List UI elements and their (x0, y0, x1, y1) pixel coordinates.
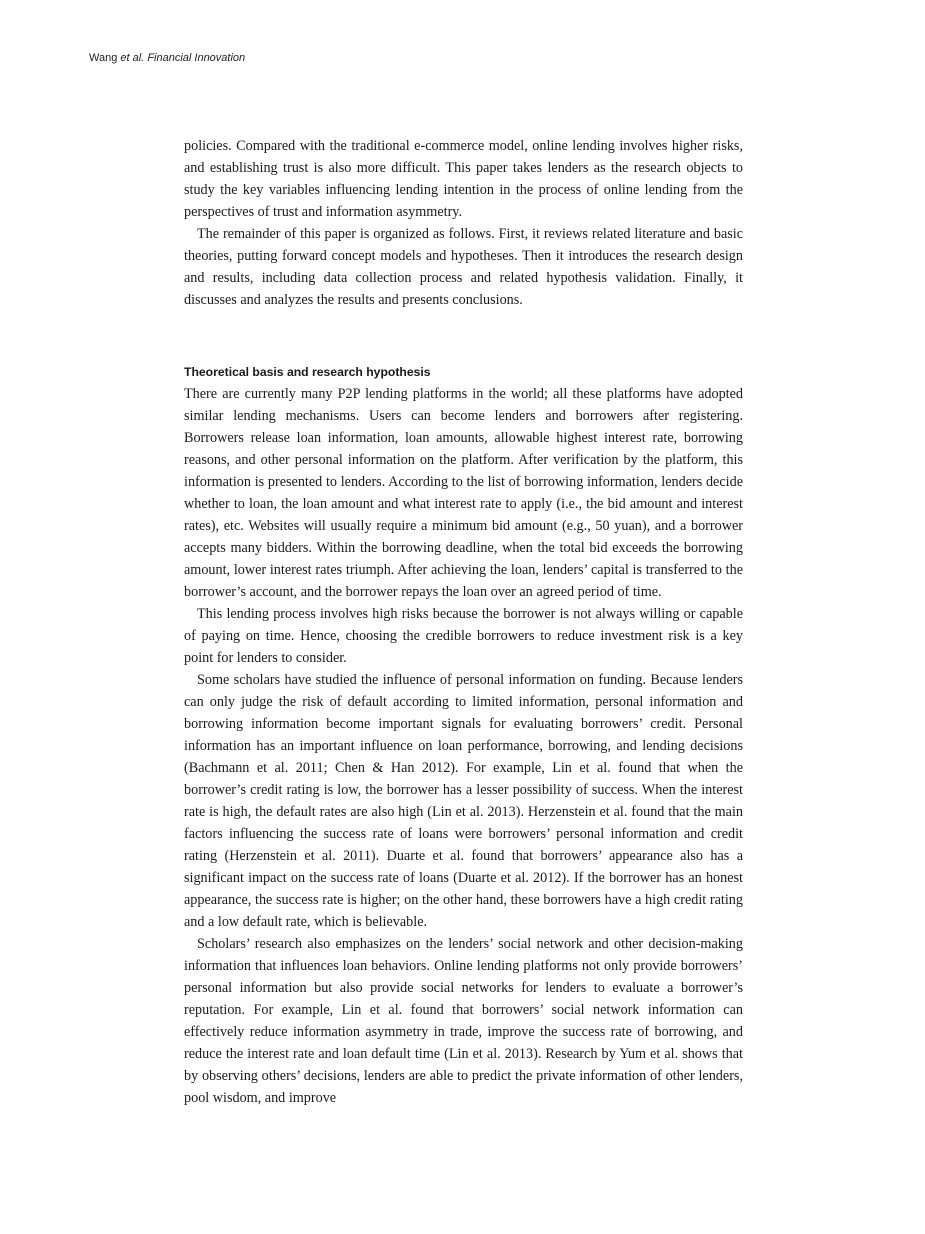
paragraph-lending-risk: This lending process involves high risks because the borrower is not always willing or capable of paying on time. Hence, choosing the credible borrowers to reduce investment risk is a key point for lenders to consider. (184, 606, 743, 666)
running-head-author: Wang (89, 52, 118, 64)
running-head-etal: et al. (120, 52, 145, 64)
running-head-journal: Financial Innovation (147, 52, 246, 64)
paragraph-social-network: Scholars’ research also emphasizes on the lenders’ social network and other decision-making information that influences loan behaviors. Online lending platforms not only provide borrowers’ personal information but also provide social networks for lenders to evaluate a borrower’s reputation. For example, Lin et al. found that borrowers’ social network information can effectively reduce information asymmetry in trade, improve the success rate of borrowing, and reduce the interest rate and loan default time (Lin et al. 2013). Research by Yum et al. shows that by observing others’ decisions, lenders are able to predict the private information of other lenders, pool wisdom, and improve (184, 936, 743, 1106)
running-head (89, 52, 245, 64)
paragraph-intro-continuation: policies. Compared with the traditional e-commerce model, online lending involves higher risks, and establishing trust is also more difficult. This paper takes lenders as the research objects to study the key variables influencing lending intention in the process of online lending from the perspectives of trust and information asymmetry. (184, 138, 743, 220)
section-heading: Theoretical basis and research hypothesis (184, 365, 431, 379)
paragraph-p2p-mechanisms: There are currently many P2P lending platforms in the world; all these platforms have adopted similar lending mechanisms. Users can become lenders and borrowers after registering. Borrowers release loan information, loan amounts, allowable highest interest rate, borrowing reasons, and other personal information on the platform. After verification by the platform, this information is presented to lenders. According to the list of borrowing information, lenders decide whether to loan, the loan amount and what interest rate to apply (i.e., the bid amount and interest rates), etc. Websites will usually require a minimum bid amount (e.g., 50 yuan), and a borrower accepts many bidders. Within the borrowing deadline, when the total bid exceeds the borrowing amount, lower interest rates triumph. After achieving the loan, lenders’ capital is transferred to the borrower’s account, and the borrower repays the loan over an agreed period of time. (184, 386, 743, 600)
paragraph-personal-information: Some scholars have studied the influence of personal information on funding. Because lenders can only judge the risk of default according to limited information, personal information and borrowing information become important signals for evaluating borrowers’ credit. Personal information has an important influence on loan performance, borrowing, and lending decisions (Bachmann et al. 2011; Chen & Han 2012). For example, Lin et al. found that when the borrower’s credit rating is low, the borrower has a lesser possibility of success. When the interest rate is high, the default rates are also high (Lin et al. 2013). Herzenstein et al. found that the main factors influencing the success rate of loans were borrowers’ personal information and credit rating (Herzenstein et al. 2011). Duarte et al. found that borrowers’ appearance also has a significant impact on the success rate of loans (Duarte et al. 2012). If the borrower has an honest appearance, the success rate is higher; on the other hand, these borrowers have a high credit rating and a low default rate, which is believable. (184, 672, 743, 930)
paragraph-paper-organization: The remainder of this paper is organized as follows. First, it reviews related literature and basic theories, putting forward concept models and hypotheses. Then it introduces the research design and results, including data collection process and related hypothesis validation. Finally, it discusses and analyzes the results and presents conclusions. (184, 226, 743, 308)
article-body (184, 135, 743, 1109)
